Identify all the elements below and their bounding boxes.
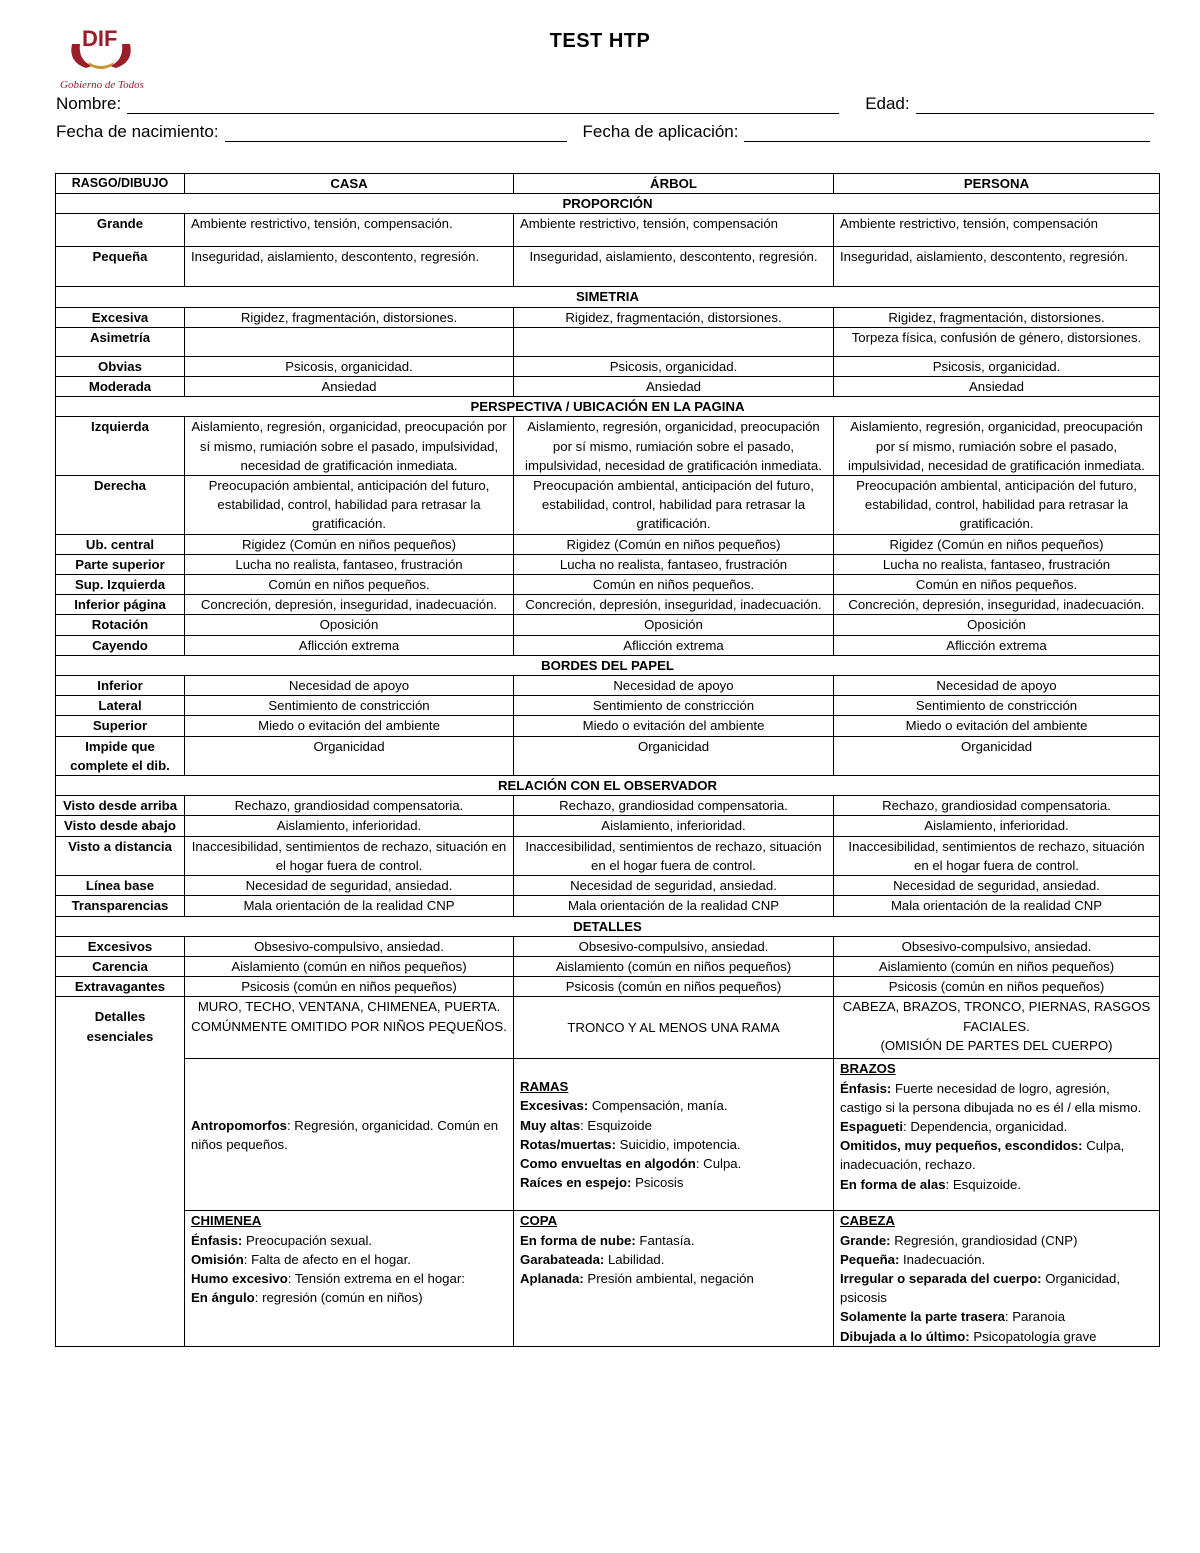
cell-arbol: Mala orientación de la realidad CNP bbox=[514, 896, 834, 916]
ramas-heading: RAMAS bbox=[520, 1079, 569, 1095]
table-row bbox=[56, 796, 1160, 816]
chimenea-heading: CHIMENEA bbox=[191, 1213, 262, 1229]
row-label: Excesiva bbox=[56, 307, 185, 327]
item-term: Garabateada: bbox=[520, 1251, 605, 1267]
row-label: Visto a distancia bbox=[56, 836, 185, 875]
item-desc: : Falta de afecto en el hogar. bbox=[243, 1251, 411, 1267]
cell-persona: Común en niños pequeños. bbox=[834, 575, 1160, 595]
list-item bbox=[840, 1175, 1153, 1194]
cell-arbol: Psicosis (común en niños pequeños) bbox=[514, 977, 834, 997]
cell-persona: Mala orientación de la realidad CNP bbox=[834, 896, 1160, 916]
item-term: Pequeña: bbox=[840, 1251, 900, 1267]
cell-casa: Inaccesibilidad, sentimientos de rechazo, situación en el hogar fuera de control. bbox=[185, 836, 514, 875]
item-desc: Inadecuación. bbox=[899, 1251, 986, 1267]
row-label: Pequeña bbox=[56, 247, 185, 287]
item-term: Rotas/muertas: bbox=[520, 1136, 617, 1152]
section-relacion: RELACIÓN CON EL OBSERVADOR bbox=[56, 776, 1160, 796]
list-item bbox=[840, 1117, 1153, 1136]
cell-casa: Rigidez (Común en niños pequeños) bbox=[185, 534, 514, 554]
row-label: Superior bbox=[56, 716, 185, 736]
cell-arbol: Ambiente restrictivo, tensión, compensación bbox=[514, 214, 834, 247]
table-row bbox=[56, 595, 1160, 615]
page-title: TEST HTP bbox=[549, 30, 651, 52]
row-label: Asimetría bbox=[56, 327, 185, 356]
item-desc: Organicidad, psicosis bbox=[840, 1270, 1120, 1306]
cell-arbol: Oposición bbox=[514, 615, 834, 635]
item-desc: : regresión (común en niños) bbox=[254, 1290, 423, 1306]
cell-casa: Ambiente restrictivo, tensión, compensación. bbox=[185, 214, 514, 247]
item-term: En ángulo bbox=[191, 1290, 255, 1306]
list-item bbox=[520, 1231, 827, 1250]
row-label: Visto desde arriba bbox=[56, 796, 185, 816]
list-item bbox=[520, 1135, 827, 1154]
cell-persona: Aislamiento, regresión, organicidad, preocupación por sí mismo, rumiación sobre el pasado, impulsividad, necesidad de gratificación inmediata. bbox=[834, 417, 1160, 476]
antropomorfos-desc: : Regresión, organicidad. Común en niños pequeños. bbox=[191, 1117, 499, 1152]
cell-arbol: Aislamiento, regresión, organicidad, preocupación por sí mismo, rumiación sobre el pasado, impulsividad, necesidad de gratificación inmediata. bbox=[514, 417, 834, 476]
cell-arbol: Aislamiento (común en niños pequeños) bbox=[514, 956, 834, 976]
cell-arbol: Aislamiento, inferioridad. bbox=[514, 816, 834, 836]
detalle-row bbox=[56, 1059, 1160, 1211]
cell-arbol: Inaccesibilidad, sentimientos de rechazo, situación en el hogar fuera de control. bbox=[514, 836, 834, 875]
cell-arbol: Común en niños pequeños. bbox=[514, 575, 834, 595]
nombre-field[interactable] bbox=[127, 95, 839, 114]
section-row bbox=[56, 194, 1160, 214]
row-label: Lateral bbox=[56, 696, 185, 716]
esenciales-casa-line2: COMÚNMENTE OMITIDO POR NIÑOS PEQUEÑOS. bbox=[191, 1018, 507, 1034]
list-item bbox=[520, 1173, 827, 1192]
item-desc: Psicosis bbox=[631, 1175, 684, 1191]
cell-casa: Aflicción extrema bbox=[185, 635, 514, 655]
cell-casa: Mala orientación de la realidad CNP bbox=[185, 896, 514, 916]
cell-persona: Necesidad de seguridad, ansiedad. bbox=[834, 876, 1160, 896]
cell-persona: Concreción, depresión, inseguridad, inadecuación. bbox=[834, 595, 1160, 615]
item-desc: Suicidio, impotencia. bbox=[616, 1136, 741, 1152]
htp-table bbox=[55, 173, 1160, 1347]
section-row bbox=[56, 397, 1160, 417]
item-desc: Fuerte necesidad de logro, agresión, castigo si la persona dibujada no es él / ella mismo. bbox=[840, 1080, 1142, 1115]
table-row bbox=[56, 247, 1160, 287]
nombre-label: Nombre: bbox=[56, 94, 122, 113]
item-term: Humo excesivo bbox=[191, 1270, 288, 1286]
esenciales-persona-line1: CABEZA, BRAZOS, TRONCO, PIERNAS, RASGOS FACIALES. bbox=[842, 999, 1151, 1034]
table-row bbox=[56, 696, 1160, 716]
list-item bbox=[840, 1136, 1153, 1174]
cell-casa: Lucha no realista, fantaseo, frustración bbox=[185, 554, 514, 574]
fecha-aplicacion-field[interactable] bbox=[744, 123, 1150, 142]
list-item bbox=[191, 1250, 507, 1269]
item-term: Énfasis: bbox=[840, 1080, 892, 1096]
fechas-row bbox=[56, 118, 1160, 142]
list-item bbox=[520, 1154, 827, 1173]
cell-casa: Aislamiento, regresión, organicidad, preocupación por sí mismo, rumiación sobre el pasado, impulsividad, necesidad de gratificación inmediata. bbox=[185, 417, 514, 476]
section-bordes: BORDES DEL PAPEL bbox=[56, 655, 1160, 675]
list-item bbox=[840, 1307, 1153, 1326]
cell-arbol: Rigidez (Común en niños pequeños) bbox=[514, 534, 834, 554]
row-label: Excesivos bbox=[56, 936, 185, 956]
item-desc: Presión ambiental, negación bbox=[583, 1270, 754, 1286]
cell-persona: Psicosis, organicidad. bbox=[834, 356, 1160, 376]
cell-casa: Concreción, depresión, inseguridad, inadecuación. bbox=[185, 595, 514, 615]
cell-casa: Necesidad de apoyo bbox=[185, 676, 514, 696]
section-simetria: SIMETRIA bbox=[56, 287, 1160, 307]
item-term: En forma de nube: bbox=[520, 1232, 636, 1248]
section-row bbox=[56, 776, 1160, 796]
cell-arbol: Necesidad de apoyo bbox=[514, 676, 834, 696]
list-item bbox=[840, 1079, 1153, 1117]
item-term: Omitidos, muy pequeños, escondidos: bbox=[840, 1138, 1083, 1154]
cell-arbol: Obsesivo-compulsivo, ansiedad. bbox=[514, 936, 834, 956]
esenciales-casa-line1: MURO, TECHO, VENTANA, CHIMENEA, PUERTA. bbox=[197, 999, 501, 1015]
item-term: Aplanada: bbox=[520, 1270, 584, 1286]
cell-persona: Organicidad bbox=[834, 736, 1160, 775]
table-row bbox=[56, 214, 1160, 247]
table-row bbox=[56, 896, 1160, 916]
cell-persona: Rigidez (Común en niños pequeños) bbox=[834, 534, 1160, 554]
cell-arbol: Rigidez, fragmentación, distorsiones. bbox=[514, 307, 834, 327]
cell-arbol: Inseguridad, aislamiento, descontento, regresión. bbox=[514, 247, 834, 287]
row-label: Línea base bbox=[56, 876, 185, 896]
table-row bbox=[56, 307, 1160, 327]
cell-casa: Organicidad bbox=[185, 736, 514, 775]
cell-persona: Aislamiento, inferioridad. bbox=[834, 816, 1160, 836]
table-row bbox=[56, 876, 1160, 896]
row-label: Cayendo bbox=[56, 635, 185, 655]
table-row bbox=[56, 575, 1160, 595]
list-item bbox=[191, 1231, 507, 1250]
table-row bbox=[56, 977, 1160, 997]
list-item bbox=[520, 1096, 827, 1115]
table-row bbox=[56, 476, 1160, 535]
cell-persona: Psicosis (común en niños pequeños) bbox=[834, 977, 1160, 997]
cell-arbol: Ansiedad bbox=[514, 377, 834, 397]
section-detalles: DETALLES bbox=[56, 916, 1160, 936]
table-row bbox=[56, 836, 1160, 875]
section-row bbox=[56, 916, 1160, 936]
table-row bbox=[56, 936, 1160, 956]
cell-persona: Ansiedad bbox=[834, 377, 1160, 397]
row-label: Visto desde abajo bbox=[56, 816, 185, 836]
brazos-cell bbox=[834, 1059, 1160, 1211]
antropomorfos-term: Antropomorfos bbox=[191, 1117, 287, 1133]
edad-label: Edad: bbox=[865, 94, 910, 113]
section-perspectiva: PERSPECTIVA / UBICACIÓN EN LA PAGINA bbox=[56, 397, 1160, 417]
col-header-casa: CASA bbox=[185, 174, 514, 194]
cell-persona: Sentimiento de constricción bbox=[834, 696, 1160, 716]
cell-arbol: Necesidad de seguridad, ansiedad. bbox=[514, 876, 834, 896]
esenciales-arbol: TRONCO Y AL MENOS UNA RAMA bbox=[514, 997, 834, 1059]
item-desc: : Tensión extrema en el hogar: bbox=[287, 1270, 465, 1286]
cell-persona: Oposición bbox=[834, 615, 1160, 635]
cell-arbol: Aflicción extrema bbox=[514, 635, 834, 655]
table-row bbox=[56, 554, 1160, 574]
cell-persona: Aislamiento (común en niños pequeños) bbox=[834, 956, 1160, 976]
row-label: Obvias bbox=[56, 356, 185, 376]
cell-persona: Preocupación ambiental, anticipación del futuro, estabilidad, control, habilidad para retrasar la gratificación. bbox=[834, 476, 1160, 535]
table-row bbox=[56, 356, 1160, 376]
item-desc: Compensación, manía. bbox=[588, 1098, 728, 1114]
logo-subtext: Gobierno de Todos bbox=[60, 79, 144, 91]
item-desc: : Dependencia, organicidad. bbox=[903, 1118, 1068, 1134]
item-term: Dibujada a lo último: bbox=[840, 1328, 970, 1344]
list-item bbox=[840, 1250, 1153, 1269]
edad-field[interactable] bbox=[916, 95, 1154, 114]
item-desc: : Paranoia bbox=[1004, 1309, 1066, 1325]
table-row bbox=[56, 956, 1160, 976]
table-row bbox=[56, 417, 1160, 476]
esenciales-casa bbox=[185, 997, 514, 1059]
cell-arbol: Rechazo, grandiosidad compensatoria. bbox=[514, 796, 834, 816]
cell-casa: Oposición bbox=[185, 615, 514, 635]
item-desc: Preocupación sexual. bbox=[242, 1232, 373, 1248]
row-label: Moderada bbox=[56, 377, 185, 397]
cell-casa: Rechazo, grandiosidad compensatoria. bbox=[185, 796, 514, 816]
table-row bbox=[56, 635, 1160, 655]
fecha-nacimiento-field[interactable] bbox=[225, 123, 567, 142]
cell-arbol: Sentimiento de constricción bbox=[514, 696, 834, 716]
item-desc: : Esquizoide. bbox=[945, 1176, 1022, 1192]
fecha-nacimiento-label: Fecha de nacimiento: bbox=[56, 122, 219, 141]
header-row bbox=[56, 174, 1160, 194]
cabeza-heading: CABEZA bbox=[840, 1213, 895, 1229]
cell-persona: Lucha no realista, fantaseo, frustración bbox=[834, 554, 1160, 574]
section-row bbox=[56, 655, 1160, 675]
cell-casa: Aislamiento (común en niños pequeños) bbox=[185, 956, 514, 976]
col-header-persona: PERSONA bbox=[834, 174, 1160, 194]
esenciales-persona-line2: (OMISIÓN DE PARTES DEL CUERPO) bbox=[880, 1037, 1113, 1053]
col-header-arbol: ÁRBOL bbox=[514, 174, 834, 194]
fecha-aplicacion-label: Fecha de aplicación: bbox=[582, 122, 739, 141]
cell-casa: Miedo o evitación del ambiente bbox=[185, 716, 514, 736]
row-label: Extravagantes bbox=[56, 977, 185, 997]
item-term: Irregular o separada del cuerpo: bbox=[840, 1270, 1042, 1286]
cell-casa: Rigidez, fragmentación, distorsiones. bbox=[185, 307, 514, 327]
detalle-row bbox=[56, 1211, 1160, 1346]
esenciales-persona bbox=[834, 997, 1160, 1059]
item-term: Grande: bbox=[840, 1232, 891, 1248]
row-label: Impide que complete el dib. bbox=[56, 736, 185, 775]
item-term: Muy altas bbox=[520, 1117, 581, 1133]
cell-arbol: Miedo o evitación del ambiente bbox=[514, 716, 834, 736]
row-label: Sup. Izquierda bbox=[56, 575, 185, 595]
cell-casa: Aislamiento, inferioridad. bbox=[185, 816, 514, 836]
cell-persona: Rigidez, fragmentación, distorsiones. bbox=[834, 307, 1160, 327]
item-term: Excesivas: bbox=[520, 1098, 589, 1114]
logo-text: DIF bbox=[82, 26, 118, 51]
cell-persona: Inseguridad, aislamiento, descontento, regresión. bbox=[834, 247, 1160, 287]
cell-persona: Necesidad de apoyo bbox=[834, 676, 1160, 696]
ramas-cell bbox=[514, 1059, 834, 1211]
item-term: Raíces en espejo: bbox=[520, 1175, 632, 1191]
row-label: Inferior bbox=[56, 676, 185, 696]
row-label: Grande bbox=[56, 214, 185, 247]
list-item bbox=[840, 1269, 1153, 1307]
item-term: Espagueti bbox=[840, 1118, 904, 1134]
cell-casa: Común en niños pequeños. bbox=[185, 575, 514, 595]
cell-casa: Ansiedad bbox=[185, 377, 514, 397]
col-header-rasgo: RASGO/DIBUJO bbox=[56, 174, 185, 194]
cell-casa: Inseguridad, aislamiento, descontento, regresión. bbox=[185, 247, 514, 287]
item-term: Omisión bbox=[191, 1251, 244, 1267]
item-desc: Fantasía. bbox=[635, 1232, 695, 1248]
list-item bbox=[520, 1116, 827, 1135]
antropomorfos-cell bbox=[185, 1059, 514, 1211]
item-desc: Psicopatología grave bbox=[969, 1328, 1097, 1344]
table-row bbox=[56, 615, 1160, 635]
cell-arbol: Concreción, depresión, inseguridad, inadecuación. bbox=[514, 595, 834, 615]
cell-casa: Psicosis (común en niños pequeños) bbox=[185, 977, 514, 997]
list-item bbox=[191, 1288, 507, 1307]
cell-casa: Sentimiento de constricción bbox=[185, 696, 514, 716]
item-term: Énfasis: bbox=[191, 1232, 243, 1248]
cell-persona: Rechazo, grandiosidad compensatoria. bbox=[834, 796, 1160, 816]
list-item bbox=[840, 1231, 1153, 1250]
item-term: Como envueltas en algodón bbox=[520, 1156, 696, 1172]
cell-casa: Obsesivo-compulsivo, ansiedad. bbox=[185, 936, 514, 956]
row-label: Carencia bbox=[56, 956, 185, 976]
item-desc: : Esquizoide bbox=[580, 1117, 652, 1133]
table-row bbox=[56, 377, 1160, 397]
section-proporcion: PROPORCIÓN bbox=[56, 194, 1160, 214]
list-item bbox=[520, 1269, 827, 1288]
copa-cell bbox=[514, 1211, 834, 1346]
item-term: En forma de alas bbox=[840, 1176, 946, 1192]
item-desc: Labilidad. bbox=[604, 1251, 665, 1267]
cell-persona: Inaccesibilidad, sentimientos de rechazo, situación en el hogar fuera de control. bbox=[834, 836, 1160, 875]
cell-arbol: Preocupación ambiental, anticipación del futuro, estabilidad, control, habilidad para retrasar la gratificación. bbox=[514, 476, 834, 535]
brazos-heading: BRAZOS bbox=[840, 1061, 896, 1077]
row-label: Ub. central bbox=[56, 534, 185, 554]
cell-casa: Necesidad de seguridad, ansiedad. bbox=[185, 876, 514, 896]
item-desc: Regresión, grandiosidad (CNP) bbox=[890, 1232, 1078, 1248]
cell-arbol bbox=[514, 327, 834, 356]
cell-casa: Preocupación ambiental, anticipación del futuro, estabilidad, control, habilidad para retrasar la gratificación. bbox=[185, 476, 514, 535]
row-label: Rotación bbox=[56, 615, 185, 635]
nombre-edad-row bbox=[56, 90, 1160, 114]
table-row bbox=[56, 716, 1160, 736]
cabeza-cell bbox=[834, 1211, 1160, 1346]
esenciales-row bbox=[56, 997, 1160, 1059]
cell-persona: Obsesivo-compulsivo, ansiedad. bbox=[834, 936, 1160, 956]
table-row bbox=[56, 736, 1160, 775]
row-label: Inferior página bbox=[56, 595, 185, 615]
cell-arbol: Psicosis, organicidad. bbox=[514, 356, 834, 376]
cell-casa bbox=[185, 327, 514, 356]
copa-heading: COPA bbox=[520, 1213, 558, 1229]
table-row bbox=[56, 534, 1160, 554]
table-row bbox=[56, 327, 1160, 356]
cell-casa: Psicosis, organicidad. bbox=[185, 356, 514, 376]
cell-persona: Miedo o evitación del ambiente bbox=[834, 716, 1160, 736]
table-row bbox=[56, 816, 1160, 836]
cell-persona: Torpeza física, confusión de género, distorsiones. bbox=[834, 327, 1160, 356]
section-row bbox=[56, 287, 1160, 307]
item-desc: : Culpa. bbox=[695, 1156, 742, 1172]
list-item bbox=[520, 1250, 827, 1269]
row-label: Izquierda bbox=[56, 417, 185, 476]
cell-arbol: Lucha no realista, fantaseo, frustración bbox=[514, 554, 834, 574]
cell-persona: Ambiente restrictivo, tensión, compensación bbox=[834, 214, 1160, 247]
list-item bbox=[191, 1269, 507, 1288]
list-item bbox=[840, 1327, 1153, 1346]
item-term: Solamente la parte trasera bbox=[840, 1309, 1005, 1325]
row-label: Detalles esenciales bbox=[56, 997, 185, 1346]
row-label: Transparencias bbox=[56, 896, 185, 916]
cell-arbol: Organicidad bbox=[514, 736, 834, 775]
row-label: Parte superior bbox=[56, 554, 185, 574]
table-row bbox=[56, 676, 1160, 696]
chimenea-cell bbox=[185, 1211, 514, 1346]
item-desc: Culpa, inadecuación, rechazo. bbox=[840, 1138, 1125, 1173]
cell-persona: Aflicción extrema bbox=[834, 635, 1160, 655]
row-label: Derecha bbox=[56, 476, 185, 535]
